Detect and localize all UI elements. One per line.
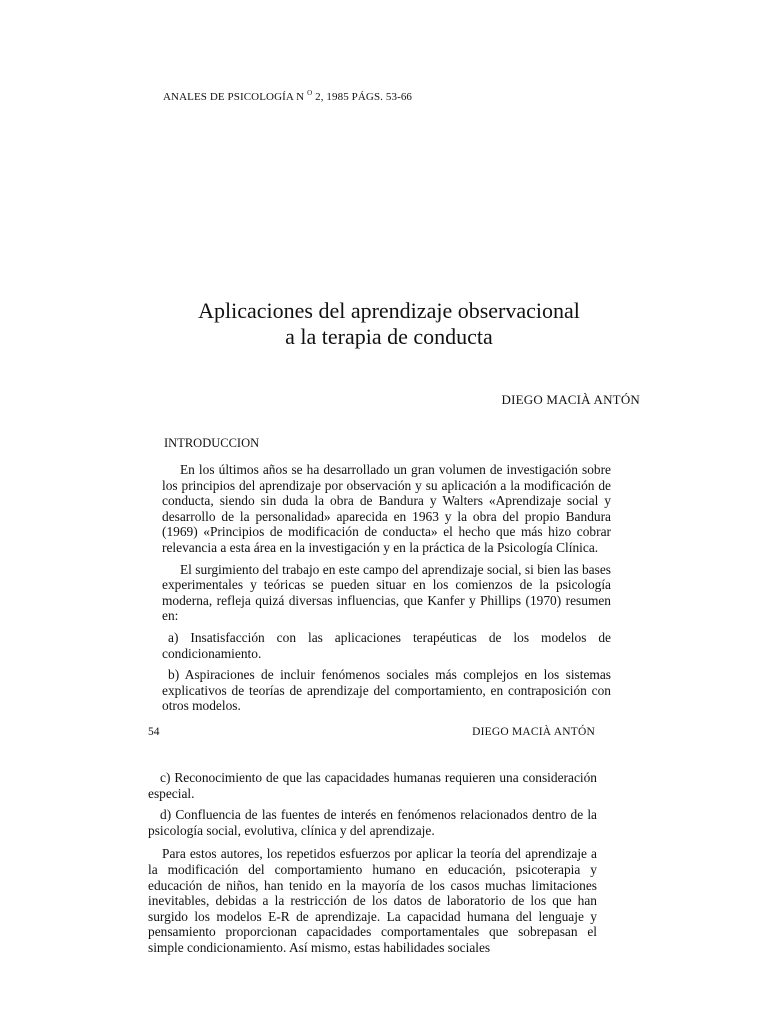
journal-header-suffix: 2, 1985 PÁGS. 53-66 <box>312 91 413 103</box>
journal-header-sup: O <box>307 89 313 97</box>
list-item: d) Confluencia de las fuentes de interés en fenómenos relacionados dentro de la psicología social, evolutiva, clínica y del aprendizaje. <box>148 807 597 838</box>
article-title-line-2: a la terapia de conducta <box>285 324 493 349</box>
paragraph: En los últimos años se ha desarrollado un gran volumen de investigación sobre los principios del aprendizaje por observación y su aplicación a la modificación de conducta, siendo sin duda la obra de Bandura y Walters «Aprendizaje social y desarrollo de la personalidad» aparecida en 1963 y la obra del propio Bandura (1969) «Principios de modificación de conducta» el hecho que más hizo cobrar relevancia a esta área en la investigación y en la práctica de la Psicología Clínica. <box>162 462 611 555</box>
page-2-body <box>148 770 597 962</box>
page-1-body <box>162 462 611 720</box>
running-author: DIEGO MACIÀ ANTÓN <box>472 726 595 738</box>
article-title-line-1: Aplicaciones del aprendizaje observacional <box>198 298 580 323</box>
page-number: 54 <box>148 726 160 738</box>
paragraph: Para estos autores, los repetidos esfuerzos por aplicar la teoría del aprendizaje a la modificación del comportamiento humano en educación, psicoterapia y educación de niños, han tenido en la mayoría de los casos muchas limitaciones inevitables, debidas a la restricción de los datos de laboratorio de los que han surgido los modelos E-R de aprendizaje. La capacidad humana del lenguaje y pensamiento proporcionan capacidades comportamentales que sobrepasan el simple condicionamiento. Así mismo, estas habilidades sociales <box>148 846 597 955</box>
list-item: c) Reconocimiento de que las capacidades humanas requieren una consideración especial. <box>148 770 597 801</box>
paragraph: El surgimiento del trabajo en este campo del aprendizaje social, si bien las bases experimentales y teóricas se pueden situar en los comienzos de la psicología moderna, refleja quizá diversas influencias, que Kanfer y Phillips (1970) resumen en: <box>162 561 611 624</box>
journal-header-prefix: ANALES DE PSICOLOGÍA N <box>163 91 305 103</box>
list-item: b) Aspiraciones de incluir fenómenos sociales más complejos en los sistemas explicativos de teorías de aprendizaje del comportamiento, en contraposición con otros modelos. <box>162 667 611 714</box>
list-item: a) Insatisfacción con las aplicaciones terapéuticas de los modelos de condicionamiento. <box>162 629 611 661</box>
article-title <box>100 298 678 350</box>
journal-header <box>163 89 412 103</box>
section-heading: INTRODUCCION <box>164 436 260 450</box>
article-author: DIEGO MACIÀ ANTÓN <box>501 392 640 407</box>
